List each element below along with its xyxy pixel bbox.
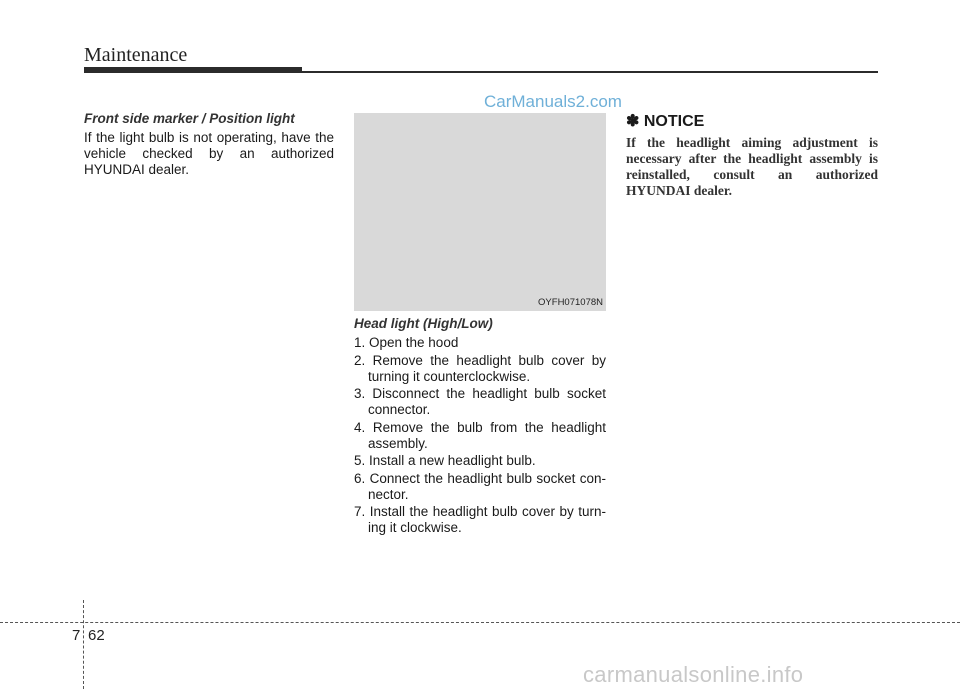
watermark-text: CarManuals2.com bbox=[484, 92, 622, 111]
header-rule-thick bbox=[84, 67, 302, 73]
page-header-title: Maintenance bbox=[84, 44, 188, 66]
column-left bbox=[84, 111, 334, 178]
figure-image bbox=[354, 113, 606, 311]
column-right bbox=[626, 111, 878, 199]
list-item: 5. Install a new headlight bulb. bbox=[354, 453, 536, 468]
figure-code: OYFH071078N bbox=[538, 297, 603, 308]
list-item: 6. Connect the headlight bulb socket con-nector. bbox=[354, 470, 606, 502]
section-heading-front-marker: Front side marker / Position light bbox=[84, 111, 295, 126]
footer-vertical-divider bbox=[83, 600, 84, 689]
list-item: 1. Open the hood bbox=[354, 335, 459, 350]
footer-divider bbox=[0, 622, 960, 623]
section-body-front-marker: If the light bulb is not operating, have the vehicle checked by an authorized HYUNDAI dealer. bbox=[84, 130, 334, 177]
chapter-number: 7 bbox=[72, 627, 81, 644]
list-item: 4. Remove the bulb from the headlight assembly. bbox=[354, 419, 606, 451]
list-item: 3. Disconnect the headlight bulb socket connector. bbox=[354, 386, 606, 417]
list-item: 2. Remove the headlight bulb cover by turning it counterclockwise. bbox=[354, 352, 606, 384]
step-list bbox=[354, 335, 606, 536]
section-heading-headlight: Head light (High/Low) bbox=[354, 316, 493, 331]
notice-title: ✽ NOTICE bbox=[626, 113, 705, 130]
list-item: 7. Install the headlight bulb cover by turn-ing it clockwise. bbox=[354, 504, 606, 535]
page-number: 62 bbox=[88, 627, 105, 644]
notice-body: If the headlight aiming adjustment is necessary after the headlight assembly is reinstalled, consult an authorized HYUNDAI dealer. bbox=[626, 135, 878, 198]
site-watermark: carmanualsonline.info bbox=[583, 662, 804, 687]
column-middle bbox=[354, 316, 606, 538]
header-rule-thin bbox=[302, 71, 878, 73]
